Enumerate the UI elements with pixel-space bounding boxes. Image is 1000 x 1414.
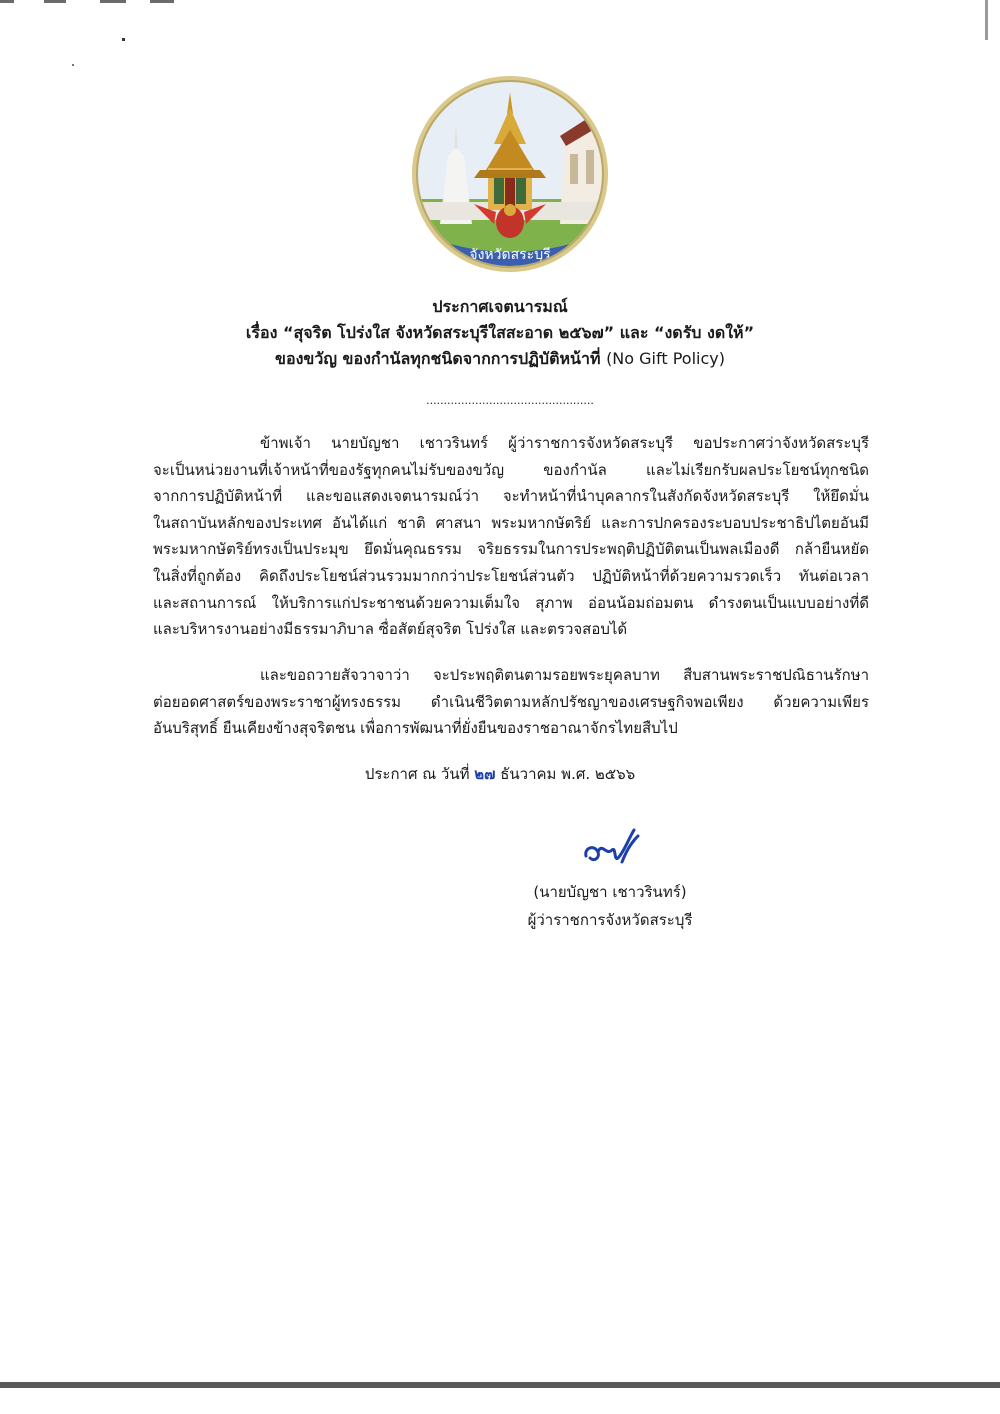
date-day: ๒๗ [474,765,496,783]
paragraph-line: ในสถาบันหลักของประเทศ อันได้แก่ ชาติ ศาสนา พระมหากษัตริย์ และการปกครองระบอบประชาธิปไตยอันมี [153,513,869,532]
scan-artifact [0,0,14,3]
handwritten-signature [578,822,648,872]
handwritten-signature-icon [578,822,648,872]
paragraph-line: อันบริสุทธิ์ ยืนเคียงข้างสุจริตชน เพื่อการพัฒนาที่ยั่งยืนของราชอาณาจักรไทยสืบไป [153,719,678,738]
paragraph-line: ในสิ่งที่ถูกต้อง คิดถึงประโยชน์ส่วนรวมมากกว่าประโยชน์ส่วนตัว ปฏิบัติหน้าที่ด้วยความรวดเร็ว ทันต่อเวลา [153,566,869,585]
signatory-name: (นายบัญชา เชาวรินทร์) [533,883,687,901]
heading-title: ประกาศเจตนารมณ์ [432,297,568,316]
scan-bottom-edge [0,1382,1000,1388]
scan-artifact [44,0,66,3]
dotted-separator: ................................................ [426,394,594,407]
signatory-block [470,878,750,934]
signatory-position: ผู้ว่าราชการจังหวัดสระบุรี [527,911,693,929]
paragraph-line: พระมหากษัตริย์ทรงเป็นประมุข ยึดมั่นคุณธรรม จริยธรรมในการประพฤติปฏิบัติตนเป็นพลเมืองดี กล้ายืนหยัด [153,540,869,559]
document-heading [120,294,880,372]
heading-subject: เรื่อง “สุจริต โปร่งใส จังหวัดสระบุรีใสสะอาด ๒๕๖๗” และ “งดรับ งดให้” [245,323,755,342]
body-paragraph-2 [153,662,869,742]
paragraph-line: และสถานการณ์ ให้บริการแก่ประชาชนด้วยความเต็มใจ สุภาพ อ่อนน้อมถ่อมตน ดำรงตนเป็นแบบอย่างที่ดี [153,593,869,612]
scan-artifact [72,64,74,66]
paragraph-line: ต่อยอดศาสตร์ของพระราชาผู้ทรงธรรม ดำเนินชีวิตตามหลักปรัชญาของเศรษฐกิจพอเพียง ด้วยความเพียร [153,692,869,711]
paragraph-line: และขอถวายสัจวาจาว่า จะประพฤติตนตามรอยพระยุคลบาท สืบสานพระราชปณิธานรักษา [260,666,869,684]
paragraph-line: จากการปฏิบัติหน้าที่ และขอแสดงเจตนารมณ์ว่า จะทำหน้าที่นำบุคลากรในสังกัดจังหวัดสระบุรี ให้ยึดมั่น [153,487,869,506]
date-month-year: ธันวาคม พ.ศ. ๒๕๖๖ [500,765,636,783]
paragraph-line: จะเป็นหน่วยงานที่เจ้าหน้าที่ของรัฐทุกคนไม่รับของขวัญ ของกำนัล และไม่เรียกรับผลประโยชน์ทุกชนิด [153,460,869,479]
paragraph-line: และบริหารงานอย่างมีธรรมาภิบาล ซื่อสัตย์สุจริต โปร่งใส และตรวจสอบได้ [153,620,628,639]
scan-artifact [100,0,126,3]
announcement-date [120,762,880,786]
heading-subject-continued [120,346,880,372]
scan-artifact [985,0,988,40]
provincial-seal [410,74,610,274]
scan-artifact [122,38,125,41]
date-prefix: ประกาศ ณ วันที่ [364,765,470,783]
body-paragraph-1 [153,430,869,643]
scan-artifact [150,0,174,3]
heading-subject-thai: ของขวัญ ของกำนัลทุกชนิดจากการปฏิบัติหน้าที่ [275,349,601,368]
seal-text: จังหวัดสระบุรี [469,247,551,263]
heading-subject-english: (No Gift Policy) [606,349,725,368]
paragraph-line: ข้าพเจ้า นายบัญชา เชาวรินทร์ ผู้ว่าราชการจังหวัดสระบุรี ขอประกาศว่าจังหวัดสระบุรี [260,434,869,452]
provincial-seal-icon [410,74,610,274]
